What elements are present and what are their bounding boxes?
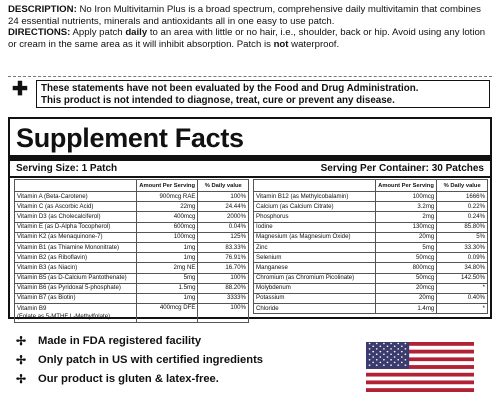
nutrient-table-left (14, 179, 249, 323)
description-label: DESCRIPTION: (8, 4, 77, 15)
flag-star (376, 359, 378, 361)
nutrient-amount: 5mg (136, 273, 198, 283)
flag-stripe (366, 384, 474, 388)
supplement-facts-title: Supplement Facts (16, 123, 244, 153)
table-row (254, 202, 488, 212)
table-row (254, 222, 488, 232)
nutrient-daily-value: 0.24% (437, 212, 488, 222)
flag-star (390, 348, 392, 350)
table-row (15, 242, 249, 252)
nutrient-daily-value: * (437, 304, 488, 314)
table-row (254, 273, 488, 283)
directions-paragraph (8, 27, 494, 50)
flag-star (379, 356, 381, 358)
nutrient-amount: 130mcg (375, 222, 437, 232)
nutrient-daily-value: * (437, 283, 488, 293)
flag-star (372, 351, 374, 353)
flag-star (397, 364, 399, 366)
flag-star (379, 362, 381, 364)
nutrient-amount: 400mcg (136, 212, 198, 222)
flag-star (372, 345, 374, 347)
nutrient-name: Chloride (254, 304, 376, 314)
nutrient-daily-value: 76.91% (198, 253, 249, 263)
nutrient-name: Chromium (as Chromium Picolinate) (254, 273, 376, 283)
nutrient-name: Potassium (254, 293, 376, 303)
flag-star (387, 356, 389, 358)
flag-star (394, 362, 396, 364)
nutrient-name-line-2: (Folate as 5-MTHF L-Methylfolate) (17, 313, 111, 321)
nutrient-daily-value: 0.04% (198, 222, 249, 232)
supplement-facts-panel (8, 117, 492, 319)
nutrient-daily-value: 83.33% (198, 242, 249, 252)
flag-star (383, 364, 385, 366)
nutrient-amount: 20mg (375, 293, 437, 303)
nutrient-name-line-1: Vitamin B9 (17, 305, 47, 313)
list-item (16, 332, 263, 351)
flag-star (405, 359, 407, 361)
nutrient-name: Vitamin B3 (as Niacin) (15, 263, 137, 273)
flag-star (390, 354, 392, 356)
flag-star (369, 359, 371, 361)
table-row (15, 263, 249, 273)
nutrient-amount: 1.5mg (136, 283, 198, 293)
nutrient-name: Zinc (254, 242, 376, 252)
nutrient-name: Phosphorus (254, 212, 376, 222)
servings-per-container: Serving Per Container: 30 Patches (320, 163, 484, 174)
flag-star (383, 359, 385, 361)
flag-star (387, 362, 389, 364)
table-header-row (254, 180, 488, 192)
flag-star (397, 354, 399, 356)
nutrient-daily-value: 100% (198, 273, 249, 283)
flag-star (376, 364, 378, 366)
flag-star (376, 343, 378, 345)
flag-star (372, 362, 374, 364)
bullet-text: Made in FDA registered facility (38, 335, 202, 347)
nutrient-daily-value: 24.44% (198, 202, 249, 212)
nutrient-daily-value: 0.40% (437, 293, 488, 303)
flag-stripe (366, 388, 474, 392)
nutrient-daily-value: 88.20% (198, 283, 249, 293)
table-row (15, 283, 249, 293)
directions-text-1: Apply patch (72, 27, 126, 39)
right-table-body (254, 192, 488, 314)
directions-not: not (273, 38, 289, 50)
nutrient-daily-value: 34.80% (437, 263, 488, 273)
list-item (16, 351, 263, 370)
description-block (8, 4, 494, 50)
table-row (254, 293, 488, 303)
header-daily-value: % Daily value (198, 180, 249, 192)
header-empty (254, 180, 376, 192)
nutrient-daily-value: 16.70% (198, 263, 249, 273)
nutrient-daily-value: 5% (437, 232, 488, 242)
nutrient-amount: 1mg (136, 242, 198, 252)
nutrient-daily-value: 85.80% (437, 222, 488, 232)
description-text: No Iron Multivitamin Plus is a broad spectrum, comprehensive daily multivitamin that combines 24 essential nutrients, minerals and antioxidants all in one easy to use patch. (8, 4, 481, 27)
flag-star (387, 345, 389, 347)
flag-star (376, 348, 378, 350)
nutrient-amount: 5mg (375, 242, 437, 252)
nutrient-name: Vitamin B12 (as Methylcobalamin) (254, 192, 376, 202)
nutrient-table-right (253, 179, 488, 314)
nutrient-amount: 1mg (136, 253, 198, 263)
flag-star (397, 348, 399, 350)
flag-star (394, 351, 396, 353)
flag-star (394, 356, 396, 358)
nutrient-name: Vitamin B1 (as Thiamine Mononitrate) (15, 242, 137, 252)
flag-star (405, 364, 407, 366)
nutrient-amount: 100mcg (136, 232, 198, 242)
nutrient-name: Vitamin B5 (as D-Calcium Pantothenate) (15, 273, 137, 283)
nutrient-name: Vitamin B2 (as Riboflavin) (15, 253, 137, 263)
flag-star (401, 351, 403, 353)
flag-star (387, 351, 389, 353)
flag-stripe (366, 373, 474, 377)
table-row (254, 304, 488, 314)
nutrient-amount: 3.2mg (375, 202, 437, 212)
list-item (16, 370, 263, 389)
flag-star (369, 364, 371, 366)
nutrient-daily-value: 100% (198, 192, 249, 202)
table-row (254, 263, 488, 273)
table-row (15, 304, 249, 323)
flag-star (369, 354, 371, 356)
flag-star (390, 364, 392, 366)
nutrient-name (15, 304, 137, 323)
sparkle-cross-icon: ✢ (16, 372, 27, 386)
directions-text-2: to an area with little or no hair, i.e., shoulder, back or hip. Avoid using any lotion or cream in the same area as it will inhibit absorption. Patch is (8, 27, 486, 50)
flag-star (405, 343, 407, 345)
header-daily-value: % Daily value (437, 180, 488, 192)
nutrient-amount: 900mcg RAE (136, 192, 198, 202)
nutrient-amount: 1.4mg (375, 304, 437, 314)
left-table-body (15, 192, 249, 323)
header-empty (15, 180, 137, 192)
description-paragraph (8, 4, 494, 27)
directions-text-3: waterproof. (288, 38, 340, 50)
flag-star (372, 356, 374, 358)
table-row (15, 232, 249, 242)
table-row (254, 283, 488, 293)
table-row (254, 192, 488, 202)
flag-star (369, 343, 371, 345)
directions-daily: daily (125, 27, 148, 39)
fda-disclaimer-box (36, 80, 490, 108)
nutrient-name: Vitamin A (Beta-Carotene) (15, 192, 137, 202)
nutrient-name: Manganese (254, 263, 376, 273)
flag-star (390, 359, 392, 361)
nutrient-daily-value: 0.09% (437, 253, 488, 263)
feature-bullets (16, 332, 263, 389)
flag-star (390, 343, 392, 345)
sparkle-cross-icon: ✢ (16, 353, 27, 367)
flag-star (405, 354, 407, 356)
disclaimer-line-1: These statements have not been evaluated by the Food and Drug Administration. (41, 83, 419, 94)
nutrient-daily-value: 125% (198, 232, 249, 242)
nutrient-amount: 2mg NE (136, 263, 198, 273)
nutrient-name: Selenium (254, 253, 376, 263)
table-row (254, 212, 488, 222)
nutrient-daily-value: 1666% (437, 192, 488, 202)
nutrient-name: Vitamin C (as Ascorbic Acid) (15, 202, 137, 212)
thick-rule (10, 155, 490, 161)
bullet-text: Only patch in US with certified ingredients (38, 354, 264, 366)
nutrient-name: Vitamin B6 (as Pyridoxal 5-phosphate) (15, 283, 137, 293)
flag-star (383, 354, 385, 356)
flag-star (369, 348, 371, 350)
flag-star (397, 359, 399, 361)
nutrient-amount: 22mg (136, 202, 198, 212)
nutrient-daily-value: 142.50% (437, 273, 488, 283)
nutrient-name: Magnesium (as Magnesium Oxide) (254, 232, 376, 242)
table-row (15, 253, 249, 263)
table-row (254, 253, 488, 263)
table-row (15, 222, 249, 232)
flag-stripe (366, 377, 474, 381)
flag-star (401, 362, 403, 364)
nutrient-name: Molybdenum (254, 283, 376, 293)
disclaimer-line-2: This product is not intended to diagnose, treat, cure or prevent any disease. (41, 94, 395, 106)
flag-star (379, 351, 381, 353)
nutrient-name: Calcium (as Calcium Citrate) (254, 202, 376, 212)
flag-stripe (366, 380, 474, 384)
nutrient-amount: 100mcg (375, 192, 437, 202)
dashed-divider (8, 76, 492, 77)
table-row (254, 242, 488, 252)
header-amount: Amount Per Serving (375, 180, 437, 192)
nutrient-amount: 800mcg (375, 263, 437, 273)
flag-star (394, 345, 396, 347)
flag-star (401, 345, 403, 347)
nutrient-daily-value: 100% (198, 304, 249, 323)
flag-star (405, 348, 407, 350)
nutrient-amount: 20mcg (375, 283, 437, 293)
nutrient-amount: 600mcg (136, 222, 198, 232)
nutrient-name: Vitamin B7 (as Biotin) (15, 293, 137, 303)
directions-label: DIRECTIONS: (8, 27, 71, 39)
table-row (15, 273, 249, 283)
us-flag-icon (366, 342, 474, 392)
nutrient-daily-value: 2000% (198, 212, 249, 222)
nutrient-name: Vitamin K2 (as Menaquinone-7) (15, 232, 137, 242)
nutrient-name: Vitamin E (as D-Alpha Tocopherol) (15, 222, 137, 232)
table-header-row (15, 180, 249, 192)
flag-star (383, 348, 385, 350)
table-row (15, 202, 249, 212)
flag-stripe (366, 369, 474, 373)
nutrient-name: Vitamin D3 (as Cholecalciferol) (15, 212, 137, 222)
nutrient-name: Iodine (254, 222, 376, 232)
rule (10, 176, 490, 178)
nutrient-amount: 50mcg (375, 253, 437, 263)
flag-star (401, 356, 403, 358)
nutrient-amount: 50mcg (375, 273, 437, 283)
plus-icon: ✚ (12, 79, 28, 100)
nutrient-amount: 20mg (375, 232, 437, 242)
nutrient-daily-value: 33.30% (437, 242, 488, 252)
flag-star (383, 343, 385, 345)
nutrient-amount: 1mg (136, 293, 198, 303)
bullet-text: Our product is gluten & latex-free. (38, 373, 219, 385)
table-row (15, 293, 249, 303)
nutrient-amount: 2mg (375, 212, 437, 222)
header-amount: Amount Per Serving (136, 180, 198, 192)
nutrient-daily-value: 3333% (198, 293, 249, 303)
nutrient-daily-value: 0.22% (437, 202, 488, 212)
table-row (15, 192, 249, 202)
table-row (15, 212, 249, 222)
flag-star (379, 345, 381, 347)
flag-star (397, 343, 399, 345)
table-row (254, 232, 488, 242)
nutrient-amount: 400mcg DFE (136, 304, 198, 323)
sparkle-cross-icon: ✢ (16, 334, 27, 348)
flag-star (376, 354, 378, 356)
serving-size: Serving Size: 1 Patch (16, 163, 118, 174)
